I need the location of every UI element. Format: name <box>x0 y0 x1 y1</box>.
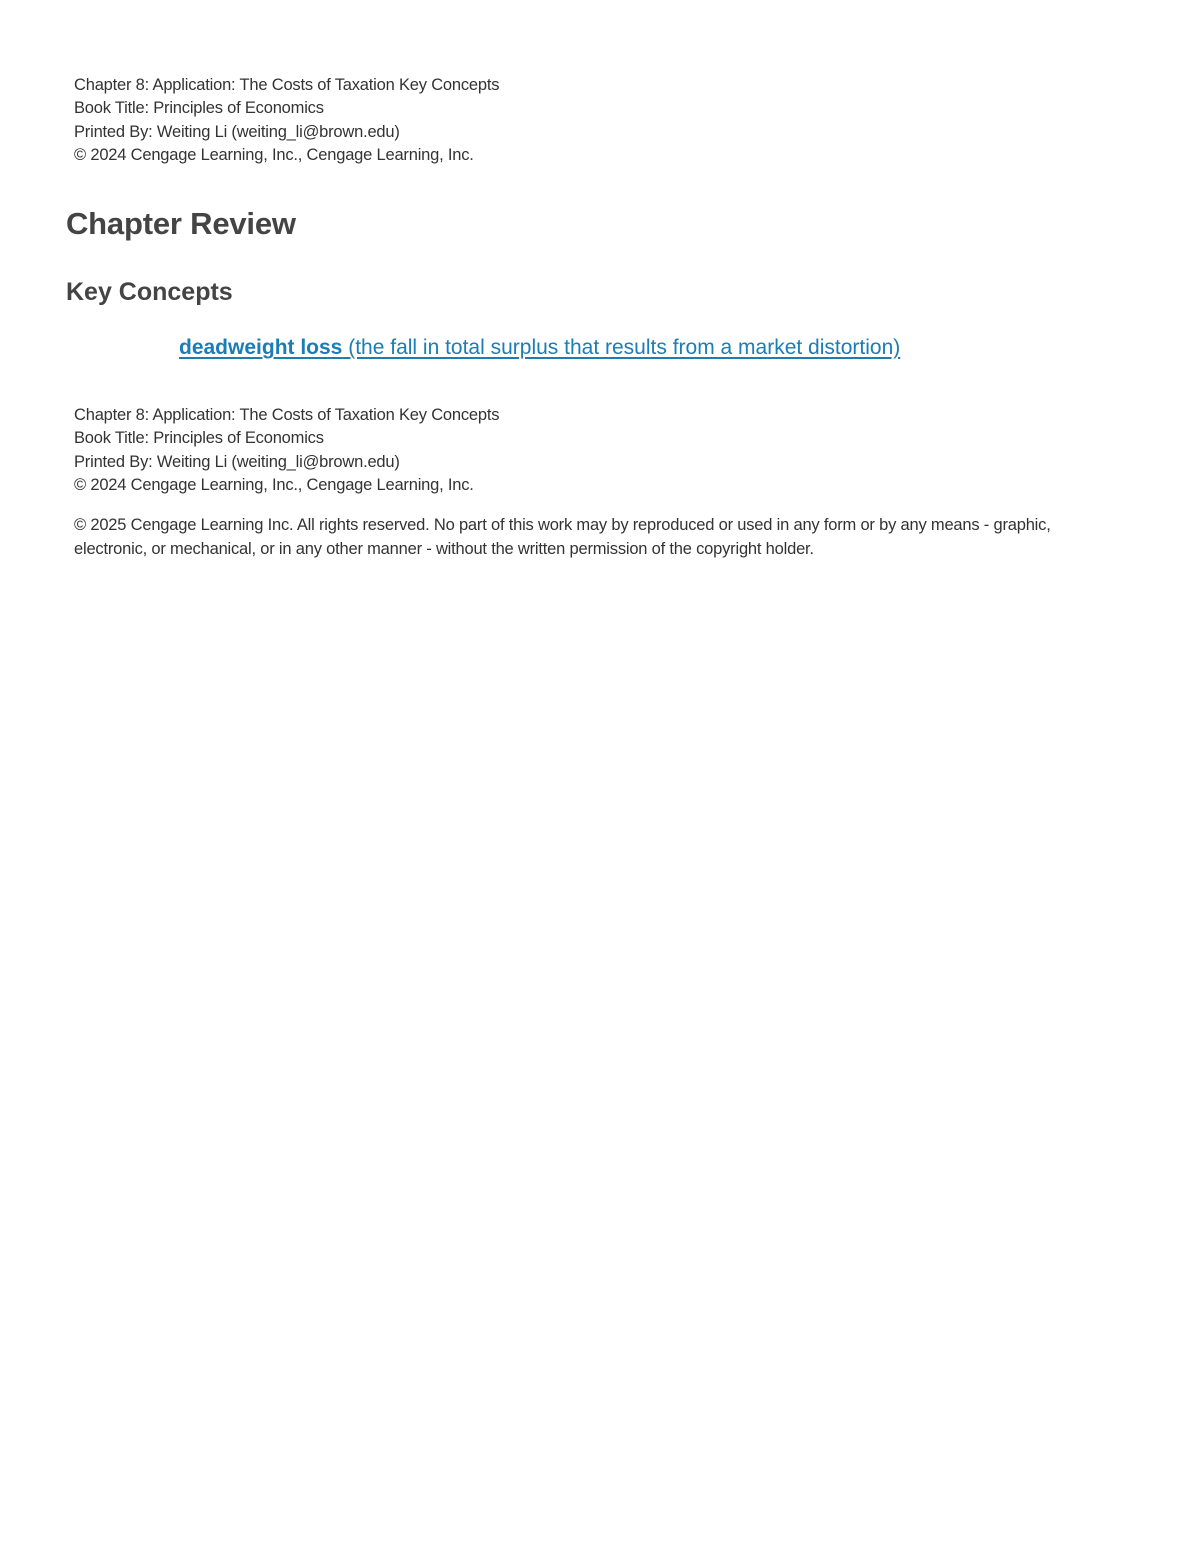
book-title-line: Book Title: Principles of Economics <box>74 99 324 118</box>
chapter-line: Chapter 8: Application: The Costs of Taxation Key Concepts <box>74 76 500 94</box>
printed-by-line: Printed By: Weiting Li (weiting_li@brown.edu) <box>74 452 400 471</box>
rights-notice: © 2025 Cengage Learning Inc. All rights reserved. No part of this work may by reproduced or used in any form or by any means - graphic, electronic, or mechanical, or in any other manner - without the written permission of the copyright holder. <box>74 516 1051 558</box>
chapter-title: Chapter Review <box>66 206 296 241</box>
chapter-line: Chapter 8: Application: The Costs of Taxation Key Concepts <box>74 406 500 424</box>
header-print-info <box>74 74 499 167</box>
footer-print-info <box>74 404 499 497</box>
copyright-line: © 2024 Cengage Learning, Inc., Cengage Learning, Inc. <box>74 475 474 494</box>
book-title-line: Book Title: Principles of Economics <box>74 429 324 448</box>
key-concept-term: deadweight loss <box>179 336 343 359</box>
printed-by-line: Printed By: Weiting Li (weiting_li@brown.edu) <box>74 122 400 141</box>
key-concept-definition: (the fall in total surplus that results from a market distortion) <box>342 336 901 359</box>
copyright-line: © 2024 Cengage Learning, Inc., Cengage Learning, Inc. <box>74 145 474 164</box>
section-title: Key Concepts <box>66 278 233 306</box>
key-concept-link-deadweight-loss[interactable] <box>179 336 900 360</box>
